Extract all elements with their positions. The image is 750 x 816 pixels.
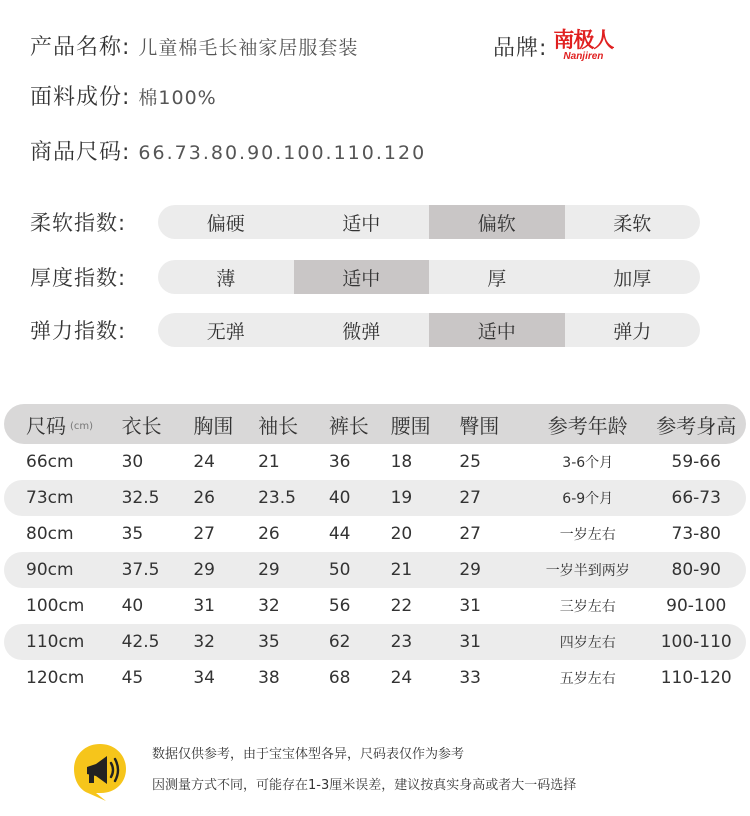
cell-pants-length: 68 (328, 668, 351, 688)
cell-size: 110cm (26, 632, 85, 652)
header-sleeve: 袖长 (258, 413, 299, 438)
cell-hip: 31 (459, 596, 481, 616)
cell-chest: 32 (193, 632, 215, 652)
table-body (4, 444, 746, 696)
note-line-1: 数据仅供参考，由于宝宝体型各异，尺码表仅作为参考 (152, 747, 465, 762)
header-height: 参考身高 (656, 413, 737, 438)
cell-waist: 18 (390, 452, 413, 472)
header-pants-length: 裤长 (328, 413, 369, 438)
softness-index (30, 205, 700, 239)
elasticity-index-label: 弹力指数: (30, 319, 127, 343)
cell-pants-length: 36 (328, 452, 351, 472)
elasticity-option: 无弹 (206, 320, 245, 343)
size-list-label: 商品尺码: (30, 140, 131, 165)
cell-length: 30 (121, 452, 144, 472)
cell-length: 35 (121, 524, 144, 544)
note-line-2: 因测量方式不同，可能存在1-3厘米误差，建议按真实身高或者大一码选择 (152, 778, 577, 793)
cell-hip: 27 (459, 488, 481, 508)
product-name-label: 产品名称: (30, 35, 131, 60)
cell-pants-length: 56 (328, 596, 351, 616)
header-age: 参考年龄 (547, 413, 628, 438)
thickness-option: 适中 (294, 260, 430, 294)
thickness-index-label: 厚度指数: (30, 266, 127, 290)
cell-sleeve: 29 (258, 560, 280, 580)
elasticity-option: 弹力 (613, 320, 652, 343)
cell-hip: 25 (459, 452, 481, 472)
softness-option: 柔软 (613, 212, 652, 235)
table-row (4, 624, 746, 660)
cell-size: 66cm (26, 452, 74, 472)
cell-height: 100-110 (660, 632, 732, 652)
cell-waist: 19 (390, 488, 413, 508)
cell-age: 一岁半到两岁 (545, 563, 630, 579)
cell-chest: 26 (193, 488, 215, 508)
product-name-row (30, 30, 358, 61)
size-chart-table (4, 404, 746, 696)
cell-chest: 24 (193, 452, 215, 472)
table-row (4, 444, 746, 480)
cell-chest: 34 (193, 668, 215, 688)
cell-waist: 24 (390, 668, 413, 688)
table-row (4, 480, 746, 516)
cell-length: 40 (121, 596, 144, 616)
thickness-option: 厚 (487, 267, 507, 290)
size-list-row (30, 135, 426, 166)
cell-length: 32.5 (121, 488, 160, 508)
elasticity-index-bar (158, 313, 700, 347)
brand-logo (553, 30, 613, 62)
cell-size: 120cm (26, 668, 85, 688)
product-name-value: 儿童棉毛长袖家居服套装 (138, 37, 359, 59)
cell-waist: 20 (390, 524, 413, 544)
cell-height: 66-73 (671, 488, 721, 508)
softness-option: 偏软 (429, 205, 565, 239)
cell-age: 3-6个月 (562, 455, 614, 471)
brand-logo-en: Nanjiren (563, 51, 604, 62)
cell-hip: 29 (459, 560, 481, 580)
cell-age: 三岁左右 (559, 599, 616, 615)
softness-option: 偏硬 (206, 212, 245, 235)
cell-hip: 33 (459, 668, 481, 688)
cell-pants-length: 62 (328, 632, 351, 652)
header-unit: (cm) (70, 420, 94, 432)
cell-size: 90cm (26, 560, 74, 580)
cell-height: 90-100 (666, 596, 727, 616)
cell-length: 42.5 (121, 632, 160, 652)
fabric-row (30, 80, 217, 111)
header-waist: 腰围 (390, 413, 431, 438)
thickness-option: 加厚 (613, 267, 652, 290)
cell-pants-length: 50 (328, 560, 351, 580)
cell-age: 一岁左右 (559, 527, 616, 543)
cell-size: 73cm (26, 488, 74, 508)
thickness-index (30, 260, 700, 294)
cell-size: 100cm (26, 596, 85, 616)
cell-pants-length: 44 (328, 524, 351, 544)
table-row (4, 588, 746, 624)
cell-sleeve: 35 (258, 632, 280, 652)
cell-hip: 27 (459, 524, 481, 544)
cell-length: 37.5 (121, 560, 160, 580)
cell-height: 110-120 (660, 668, 732, 688)
cell-waist: 21 (390, 560, 413, 580)
cell-length: 45 (121, 668, 144, 688)
cell-age: 四岁左右 (559, 635, 616, 651)
fabric-value: 棉100% (138, 87, 217, 109)
cell-height: 59-66 (671, 452, 721, 472)
softness-index-label: 柔软指数: (30, 211, 127, 235)
cell-chest: 29 (193, 560, 215, 580)
cell-chest: 27 (193, 524, 215, 544)
elasticity-index (30, 313, 700, 347)
header-hip: 臀围 (459, 413, 500, 438)
cell-size: 80cm (26, 524, 74, 544)
cell-pants-length: 40 (328, 488, 351, 508)
elasticity-option: 适中 (429, 313, 565, 347)
cell-height: 80-90 (671, 560, 721, 580)
cell-age: 五岁左右 (559, 671, 616, 687)
softness-option: 适中 (342, 212, 381, 235)
cell-sleeve: 38 (258, 668, 280, 688)
cell-height: 73-80 (671, 524, 721, 544)
cell-sleeve: 23.5 (258, 488, 296, 508)
table-row (4, 660, 746, 696)
header-length: 衣长 (121, 413, 162, 438)
size-note (152, 748, 576, 792)
cell-chest: 31 (193, 596, 215, 616)
cell-sleeve: 21 (258, 452, 280, 472)
softness-index-bar (158, 205, 700, 239)
thickness-index-bar (158, 260, 700, 294)
cell-hip: 31 (459, 632, 481, 652)
brand-label: 品牌: (493, 35, 548, 61)
cell-sleeve: 32 (258, 596, 280, 616)
megaphone-icon (70, 740, 130, 802)
thickness-option: 薄 (216, 267, 236, 290)
size-list-value: 66.73.80.90.100.110.120 (138, 142, 427, 164)
header-chest: 胸围 (193, 413, 234, 438)
brand-row (493, 30, 613, 62)
cell-waist: 23 (390, 632, 413, 652)
fabric-label: 面料成份: (30, 85, 131, 110)
elasticity-option: 微弹 (342, 320, 381, 343)
header-size (4, 410, 116, 439)
cell-age: 6-9个月 (562, 491, 614, 507)
table-header-row (4, 404, 746, 444)
cell-waist: 22 (390, 596, 413, 616)
cell-sleeve: 26 (258, 524, 280, 544)
header-size-text: 尺码 (26, 413, 66, 438)
brand-logo-cn: 南极人 (553, 28, 614, 52)
table-row (4, 516, 746, 552)
table-row (4, 552, 746, 588)
